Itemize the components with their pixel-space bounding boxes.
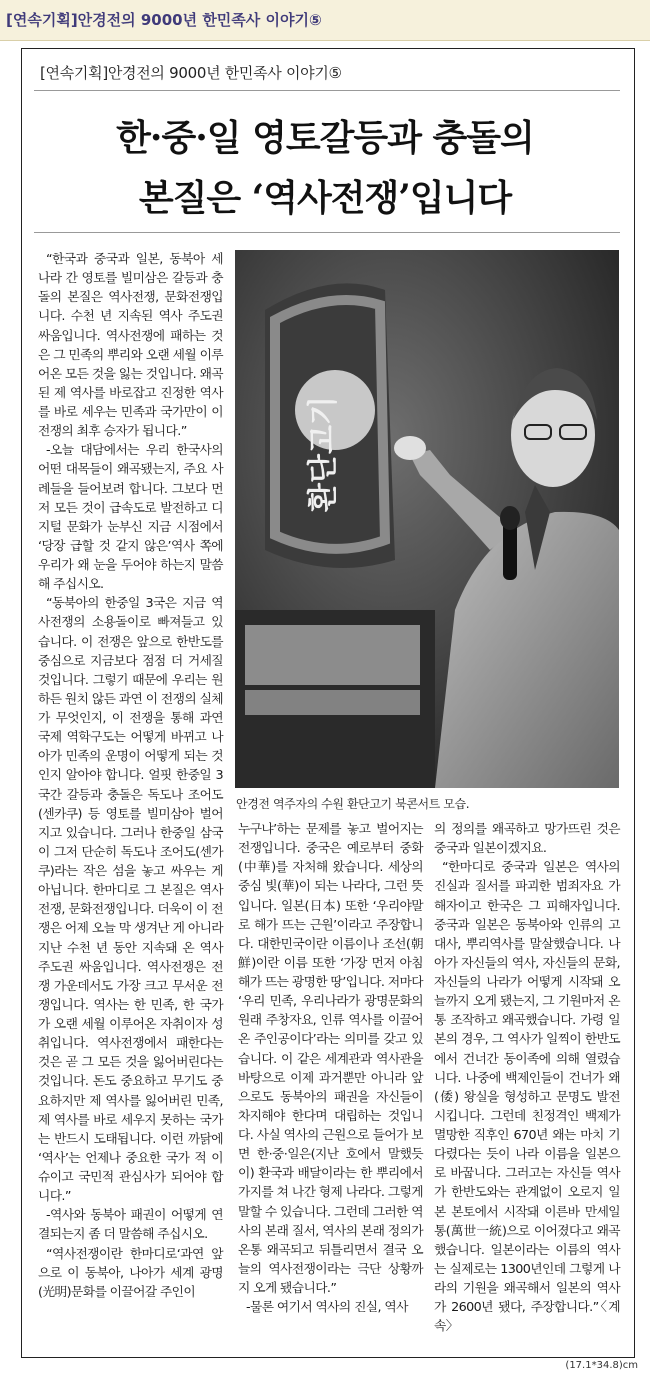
top-bar-title: [연속기획]안경전의 9000년 한민족사 이야기⑤ xyxy=(6,11,322,29)
paragraph: -오늘 대담에서는 우리 한국사의 어떤 대목들이 왜곡됐는지, 주요 사례들을 들어보려 합니다. 그보다 먼저 모든 것이 급속도로 발전하고 디지털 문화가 눈부신 지금 시점에서 ‘당장 급할 것 같지 않은’역사 쪽에 우리가 왜 눈을 두어야 하는지 말씀해 주십시오. xyxy=(38,443,223,593)
headline-line1: 한·중·일 영토갈등과 충돌의 xyxy=(116,117,534,159)
divider-headline xyxy=(34,232,620,233)
divider-top xyxy=(34,90,620,91)
paragraph: -물론 여기서 역사의 진실, 역사 xyxy=(246,1300,408,1316)
text-column-1 xyxy=(38,250,223,1340)
paragraph: “역사전쟁이란 한마디로‘과연 앞으로 이 동북아, 나아가 세계 광명(光明)문화를 이끌어갈 주인이 xyxy=(38,1246,223,1300)
text-column-2 xyxy=(238,820,423,1340)
paragraph: -역사와 동북아 패권이 어떻게 연결되는지 좀 더 말씀해 주십시오. xyxy=(38,1208,223,1243)
photo-caption: 안경전 역주자의 수원 환단고기 북콘서트 모습. xyxy=(236,797,470,811)
photo-illustration xyxy=(235,250,619,788)
paragraph: “한마디로 중국과 일본은 역사의 진실과 질서를 파괴한 범죄자요 가해자이고 한국은 그 피해자입니다. 중국과 일본은 동북아와 인류의 고대사, 뿌리역사를 말살했습니다. 나아가 자신들의 역사, 자신들의 문화, 자신들의 나라가 어떻게 시작돼 오늘까지 오게 됐는지, 그 기원마저 온통 조작하고 왜곡했습니다. 가령 일본의 경우, 그 역사가 일찍이 한반도에서 건너간 동이족에 의해 열렸습니다. 나중에 백제인들이 건너가 왜(倭) 왕실을 형성하고 문명도 발전시킵니다. 그런데 친정격인 백제가 멸망한 직후인 670년 왜는 마치 기다렸다는 듯이 나라 이름을 일본으로 바꿉니다. 그러고는 자신들 역사가 한반도와는 관계없이 오로지 일본 본토에서 시작돼 이른바 만세일통(萬世一統)으로 이어졌다고 왜곡했습니다. 일본이라는 이름의 역사는 실제로는 1300년인데 그렇게 나라의 기원을 왜곡해서 일본의 역사가 2600년 됐다, 주장합니다.”〈계속〉 xyxy=(434,860,620,1335)
top-bar xyxy=(0,0,650,41)
paragraph: 누구냐’하는 문제를 놓고 벌어지는 전쟁입니다. 중국은 예로부터 중화(中華)를 자처해 왔습니다. 세상의 중심 빛(華)이 되는 나라다, 그런 뜻입니다. 일본(日本) 또한 ‘우리야말로 해가 뜨는 근원’이라고 주장합니다. 대한민국이란 이름이나 조선(朝鮮)이란 이름 또한 ‘가장 먼저 아침 해가 뜨는 광명한 땅’입니다. 저마다 ‘우리 민족, 우리나라가 광명문화의 원래 주창자요, 인류 역사를 이끌어온 주인공이다’라는 의미를 갖고 있습니다. 이 같은 세계관과 역사관을 바탕으로 이제 과거뿐만 아니라 앞으로도 동북아의 패권을 자신들이 차지해야 한다며 대립하는 것입니다. 사실 역사의 근원으로 들어가 보면 한·중·일은(지난 호에서 말했듯이) 환국과 배달이라는 한 뿌리에서 가지를 쳐 나간 형제 나라다. 그렇게 말할 수 있습니다. 그런데 그러한 역사의 본래 질서, 역사의 본래 정의가 온통 왜곡되고 뒤틀리면서 결국 오늘의 역사전쟁이라는 극단 상황까지 오게 됐습니다.” xyxy=(238,822,423,1296)
paragraph: “동북아의 한중일 3국은 지금 역사전쟁의 소용돌이로 빠져들고 있습니다. 이 전쟁은 앞으로 한반도를 중심으로 지금보다 점점 더 거세질 것입니다. 그렇기 때문에 우리는 원하든 원치 않든 과연 이 전쟁의 실체가 무엇인지, 이 전쟁을 통해 과연 국제 역학구도는 어떻게 바뀌고 나아가 민족의 운명이 어떻게 되는 것인지 알아야 합니다. 얼핏 한중일 3국간 갈등과 충돌은 독도나 조어도(센카쿠) 등 영토를 빌미삼아 벌어지고 있습니다. 그러나 한중일 삼국이 그저 단순히 독도나 조어도(센가쿠)라는 작은 섬을 놓고 싸우는 게 아닙니다. 한마디로 그 본질은 역사전쟁, 문화전쟁입니다. 더욱이 이 전쟁은 어제 오늘 막 생겨난 게 아니라 지난 수천 년 동안 지속돼 온 역사 주도권 싸움입니다. 역사전쟁은 전쟁 가운데서도 가장 크고 무서운 전쟁입니다. 역사는 한 민족, 한 국가가 오랜 세월 이루어온 자취이자 성취입니다. 역사전쟁에서 패한다는 것은 곧 그 모든 것을 잃어버린다는 것입니다. 돈도 중요하고 무기도 중요하지만 제 역사를 잃어버린 민족, 제 역사를 바로 세우지 못하는 국가는 반드시 도태됩니다. 이런 까닭에 ‘역사’는 언제나 중요한 국가 적 이슈이고 국민적 관심사가 되어야 합니다.” xyxy=(38,596,223,1205)
paragraph: 의 정의를 왜곡하고 망가뜨린 것은 중국과 일본이겠지요. xyxy=(434,822,620,857)
sign-text: 환단고기 xyxy=(306,396,341,512)
article-photo xyxy=(235,250,619,788)
headline-line2: 본질은 ‘역사전쟁’입니다 xyxy=(138,177,512,219)
text-column-3 xyxy=(434,820,620,1340)
paragraph: “한국과 중국과 일본, 동북아 세 나라 간 영토를 빌미삼은 갈등과 충돌의 본질은 역사전쟁, 문화전쟁입니다. 수천 년 지속된 역사 주도권 싸움입니다. 역사전쟁에 패하는 것은 그 민족의 뿌리와 오랜 세월 이루어온 모든 것을 잃는 것입니다. 왜곡된 제 역사를 바로잡고 진정한 역사를 바로 세우는 민족과 국가만이 이 전쟁의 최후 승자가 됩니다.” xyxy=(38,252,223,440)
series-label: [연속기획]안경전의 9000년 한민족사 이야기⑤ xyxy=(40,64,342,82)
size-note: (17.1*34.8)cm xyxy=(565,1360,638,1371)
